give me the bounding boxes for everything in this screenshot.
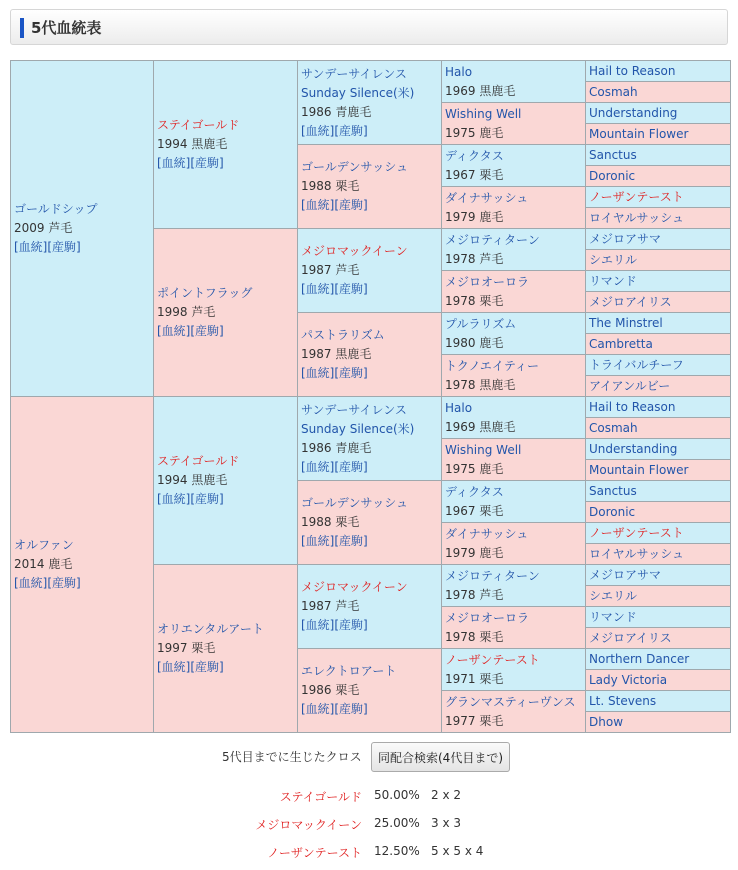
pedigree-cell-g5 xyxy=(586,355,731,376)
horse-name-link[interactable]: Lady Victoria xyxy=(589,672,668,687)
horse-name-link[interactable]: グランマスティーヴンス xyxy=(445,694,576,709)
cross-percentage: 50.00% xyxy=(374,788,420,802)
horse-birth-year-coat: 1975 鹿毛 xyxy=(445,125,504,140)
pedigree-progeny-links[interactable]: [血統][産駒] xyxy=(301,618,368,632)
pedigree-cell-g1 xyxy=(11,61,154,397)
pedigree-cell-g5 xyxy=(586,397,731,418)
pedigree-cell-g4 xyxy=(442,145,586,187)
pedigree-cell-g4 xyxy=(442,61,586,103)
horse-birth-year-coat: 1977 栗毛 xyxy=(445,713,504,728)
horse-name-link[interactable]: リマンド xyxy=(589,273,637,288)
pedigree-cell-g5 xyxy=(586,628,731,649)
horse-birth-year-coat: 1987 黒鹿毛 xyxy=(301,347,372,361)
horse-birth-year-coat: 1975 鹿毛 xyxy=(445,461,504,476)
horse-name-link[interactable]: Sanctus xyxy=(589,147,637,162)
horse-name-link[interactable]: アイアンルビー xyxy=(589,378,671,393)
horse-birth-year-coat: 1988 栗毛 xyxy=(301,515,360,529)
pedigree-progeny-links[interactable]: [血統][産駒] xyxy=(301,459,368,474)
horse-birth-year-coat: 1969 黒鹿毛 xyxy=(445,419,516,434)
cross-generation: 2 x 2 xyxy=(431,788,461,802)
horse-name-link[interactable]: メジロアイリス xyxy=(589,630,672,645)
horse-birth-year-coat: 1980 鹿毛 xyxy=(445,335,504,350)
horse-birth-year-coat: 1994 黒鹿毛 xyxy=(157,137,228,151)
horse-name-link[interactable]: ロイヤルサッシュ xyxy=(589,546,685,561)
pedigree-cell-g5 xyxy=(586,229,731,250)
pedigree-row xyxy=(11,61,731,82)
pedigree-cell-g5 xyxy=(586,523,731,544)
pedigree-cell-g4 xyxy=(442,271,586,313)
horse-name-link[interactable]: シエリル xyxy=(589,252,638,267)
horse-name-link[interactable]: Halo xyxy=(445,64,473,79)
horse-birth-year-coat: 1978 栗毛 xyxy=(445,629,504,644)
pedigree-cell-g4 xyxy=(442,565,586,607)
cross-label: 5代目までに生じたクロス xyxy=(222,750,362,764)
horse-name-link[interactable]: メジロアサマ xyxy=(589,567,662,582)
pedigree-progeny-links[interactable]: [血統][産駒] xyxy=(157,492,224,506)
horse-birth-year-coat: 1979 鹿毛 xyxy=(445,209,504,224)
pedigree-cell-g5 xyxy=(586,124,731,145)
horse-name-link[interactable]: メジロオーロラ xyxy=(445,610,530,625)
horse-name-link[interactable]: メジロオーロラ xyxy=(445,274,530,289)
pedigree-cell-g4 xyxy=(442,355,586,397)
cross-horse-name-link[interactable]: メジロマックイーン xyxy=(255,818,362,832)
horse-birth-year-coat: 1986 青鹿毛 xyxy=(301,440,372,455)
pedigree-row xyxy=(11,397,731,418)
pedigree-cell-g5 xyxy=(586,82,731,103)
horse-name-link[interactable]: Cosmah xyxy=(589,420,638,435)
pedigree-cell-g5 xyxy=(586,691,731,712)
pedigree-cell-g5 xyxy=(586,439,731,460)
same-cross-search-button[interactable]: 同配合検索(4代目まで) xyxy=(371,742,510,772)
horse-english-name-link[interactable]: Sunday Silence(米) xyxy=(301,421,415,436)
horse-name-link[interactable]: Hail to Reason xyxy=(589,399,676,414)
horse-name-link[interactable]: ディクタス xyxy=(445,148,504,163)
pedigree-cell-g5 xyxy=(586,670,731,691)
horse-name-link[interactable]: シエリル xyxy=(589,588,638,603)
horse-name-link[interactable]: ノーザンテースト xyxy=(445,652,540,667)
pedigree-cell-g3 xyxy=(298,313,442,397)
horse-name-link[interactable]: ステイゴールド xyxy=(157,454,240,468)
horse-birth-year-coat: 1987 芦毛 xyxy=(301,263,360,277)
horse-name-link[interactable]: ダイナサッシュ xyxy=(445,190,529,205)
pedigree-cell-g5 xyxy=(586,208,731,229)
horse-english-name-link[interactable]: Sunday Silence(米) xyxy=(301,85,415,100)
horse-birth-year-coat: 1969 黒鹿毛 xyxy=(445,83,516,98)
horse-name-link[interactable]: ディクタス xyxy=(445,484,504,499)
pedigree-cell-g5 xyxy=(586,418,731,439)
cross-percentage: 25.00% xyxy=(374,816,420,830)
horse-birth-year-coat: 1987 芦毛 xyxy=(301,599,360,613)
section-title: 5代血統表 xyxy=(31,19,102,37)
pedigree-cell-g3 xyxy=(298,649,442,733)
horse-name-link[interactable]: メジロマックイーン xyxy=(301,244,408,258)
horse-birth-year-coat: 1978 黒鹿毛 xyxy=(445,377,516,392)
cross-percentage: 12.50% xyxy=(374,844,420,858)
horse-name-link[interactable]: リマンド xyxy=(589,609,637,624)
pedigree-progeny-links[interactable]: [血統][産駒] xyxy=(14,576,81,590)
pedigree-cell-g5 xyxy=(586,376,731,397)
horse-birth-year-coat: 1971 栗毛 xyxy=(445,671,504,686)
pedigree-cell-g2 xyxy=(154,229,298,397)
pedigree-cell-g4 xyxy=(442,103,586,145)
horse-birth-year-coat: 1986 栗毛 xyxy=(301,683,360,697)
pedigree-cell-g5 xyxy=(586,103,731,124)
horse-birth-year-coat: 1994 黒鹿毛 xyxy=(157,473,228,487)
pedigree-cell-g5 xyxy=(586,187,731,208)
horse-name-link[interactable]: Cosmah xyxy=(589,84,638,99)
pedigree-cell-g4 xyxy=(442,313,586,355)
horse-name-link[interactable]: ポイントフラッグ xyxy=(157,286,253,300)
pedigree-cell-g5 xyxy=(586,460,731,481)
pedigree-cell-g5 xyxy=(586,649,731,670)
pedigree-cell-g3 xyxy=(298,61,442,145)
horse-birth-year-coat: 1986 青鹿毛 xyxy=(301,104,372,119)
horse-name-link[interactable]: メジロティターン xyxy=(445,232,540,247)
pedigree-progeny-links[interactable]: [血統][産駒] xyxy=(157,660,224,674)
pedigree-cell-g5 xyxy=(586,313,731,334)
horse-name-link[interactable]: サンデーサイレンス xyxy=(301,66,407,81)
pedigree-cell-g4 xyxy=(442,691,586,733)
pedigree-cell-g2 xyxy=(154,61,298,229)
header-accent-bar xyxy=(20,18,24,38)
pedigree-cell-g5 xyxy=(586,565,731,586)
horse-name-link[interactable]: Dhow xyxy=(589,714,624,729)
pedigree-cell-g4 xyxy=(442,481,586,523)
pedigree-cell-g4 xyxy=(442,397,586,439)
pedigree-cell-g5 xyxy=(586,292,731,313)
pedigree-cell-g5 xyxy=(586,334,731,355)
horse-name-link[interactable]: Halo xyxy=(445,400,473,415)
pedigree-cell-g3 xyxy=(298,397,442,481)
cross-item xyxy=(0,842,738,870)
horse-name-link[interactable]: The Minstrel xyxy=(589,315,663,330)
horse-name-link[interactable]: メジロアイリス xyxy=(589,294,672,309)
cross-toolbar xyxy=(0,742,738,774)
horse-name-link[interactable]: ノーザンテースト xyxy=(589,525,684,540)
pedigree-progeny-links[interactable]: [血統][産駒] xyxy=(301,366,368,380)
horse-birth-year-coat: 1988 栗毛 xyxy=(301,179,360,193)
horse-name-link[interactable]: Doronic xyxy=(589,168,636,183)
pedigree-cell-g5 xyxy=(586,712,731,733)
pedigree-cell-g5 xyxy=(586,250,731,271)
pedigree-cell-g3 xyxy=(298,565,442,649)
horse-name-link[interactable]: Mountain Flower xyxy=(589,462,689,477)
pedigree-cell-g4 xyxy=(442,439,586,481)
horse-name-link[interactable]: トクノエイティー xyxy=(445,358,539,373)
pedigree-table xyxy=(10,60,731,733)
horse-name-link[interactable]: Sanctus xyxy=(589,483,637,498)
horse-birth-year-coat: 1978 栗毛 xyxy=(445,293,504,308)
pedigree-cell-g4 xyxy=(442,229,586,271)
horse-name-link[interactable]: Cambretta xyxy=(589,336,653,351)
pedigree-progeny-links[interactable]: [血統][産駒] xyxy=(301,198,368,212)
horse-birth-year-coat: 1967 栗毛 xyxy=(445,503,504,518)
pedigree-cell-g4 xyxy=(442,607,586,649)
horse-name-link[interactable]: Hail to Reason xyxy=(589,63,676,78)
pedigree-cell-g5 xyxy=(586,502,731,523)
horse-name-link[interactable]: メジロティターン xyxy=(445,568,540,583)
horse-name-link[interactable]: ゴールデンサッシュ xyxy=(301,496,409,510)
pedigree-cell-g4 xyxy=(442,649,586,691)
pedigree-cell-g1 xyxy=(11,397,154,733)
cross-generation: 5 x 5 x 4 xyxy=(431,844,484,858)
section-header xyxy=(10,9,728,45)
horse-name-link[interactable]: Doronic xyxy=(589,504,636,519)
pedigree-progeny-links[interactable]: [血統][産駒] xyxy=(157,324,224,338)
horse-name-link[interactable]: ダイナサッシュ xyxy=(445,526,529,541)
horse-name-link[interactable]: オリエンタルアート xyxy=(157,622,264,636)
pedigree-progeny-links[interactable]: [血統][産駒] xyxy=(14,240,81,254)
pedigree-cell-g5 xyxy=(586,481,731,502)
horse-birth-year-coat: 1979 鹿毛 xyxy=(445,545,504,560)
horse-name-link[interactable]: ゴールデンサッシュ xyxy=(301,160,409,174)
pedigree-cell-g3 xyxy=(298,481,442,565)
horse-name-link[interactable]: オルファン xyxy=(14,538,74,552)
cross-generation: 3 x 3 xyxy=(431,816,461,830)
horse-name-link[interactable]: Wishing Well xyxy=(445,442,522,457)
pedigree-cell-g3 xyxy=(298,145,442,229)
horse-name-link[interactable]: メジロマックイーン xyxy=(301,580,408,594)
horse-birth-year-coat: 1967 栗毛 xyxy=(445,167,504,182)
pedigree-cell-g4 xyxy=(442,523,586,565)
pedigree-progeny-links[interactable]: [血統][産駒] xyxy=(301,123,368,138)
horse-birth-year-coat: 2009 芦毛 xyxy=(14,221,73,235)
pedigree-cell-g2 xyxy=(154,565,298,733)
cross-horse-name-link[interactable]: ノーザンテースト xyxy=(267,846,362,860)
horse-name-link[interactable]: エレクトロアート xyxy=(301,664,397,678)
horse-name-link[interactable]: Lt. Stevens xyxy=(589,693,657,708)
horse-name-link[interactable]: Mountain Flower xyxy=(589,126,689,141)
horse-name-link[interactable]: プルラリズム xyxy=(445,316,517,331)
pedigree-cell-g5 xyxy=(586,544,731,565)
horse-name-link[interactable]: サンデーサイレンス xyxy=(301,402,407,417)
pedigree-cell-g2 xyxy=(154,397,298,565)
horse-birth-year-coat: 1978 芦毛 xyxy=(445,251,504,266)
horse-birth-year-coat: 1997 栗毛 xyxy=(157,641,216,655)
pedigree-progeny-links[interactable]: [血統][産駒] xyxy=(301,702,368,716)
horse-birth-year-coat: 2014 鹿毛 xyxy=(14,557,73,571)
horse-birth-year-coat: 1998 芦毛 xyxy=(157,305,216,319)
horse-name-link[interactable]: パストラリズム xyxy=(301,328,385,342)
horse-name-link[interactable]: Understanding xyxy=(589,105,678,120)
pedigree-cell-g5 xyxy=(586,61,731,82)
pedigree-cell-g5 xyxy=(586,271,731,292)
cross-item xyxy=(0,786,738,814)
horse-name-link[interactable]: Understanding xyxy=(589,441,678,456)
pedigree-cell-g5 xyxy=(586,586,731,607)
pedigree-cell-g3 xyxy=(298,229,442,313)
pedigree-cell-g5 xyxy=(586,145,731,166)
pedigree-progeny-links[interactable]: [血統][産駒] xyxy=(301,534,368,548)
horse-name-link[interactable]: メジロアサマ xyxy=(589,231,662,246)
pedigree-cell-g5 xyxy=(586,607,731,628)
cross-horse-name-link[interactable]: ステイゴールド xyxy=(279,790,362,804)
horse-name-link[interactable]: ゴールドシップ xyxy=(14,202,98,216)
pedigree-progeny-links[interactable]: [血統][産駒] xyxy=(301,282,368,296)
horse-name-link[interactable]: ノーザンテースト xyxy=(589,189,684,204)
pedigree-cell-g5 xyxy=(586,166,731,187)
pedigree-cell-g4 xyxy=(442,187,586,229)
cross-list xyxy=(0,786,738,870)
horse-name-link[interactable]: Northern Dancer xyxy=(589,651,690,666)
horse-birth-year-coat: 1978 芦毛 xyxy=(445,587,504,602)
horse-name-link[interactable]: ステイゴールド xyxy=(157,118,240,132)
pedigree-progeny-links[interactable]: [血統][産駒] xyxy=(157,156,224,170)
cross-item xyxy=(0,814,738,842)
horse-name-link[interactable]: Wishing Well xyxy=(445,106,522,121)
horse-name-link[interactable]: ロイヤルサッシュ xyxy=(589,210,685,225)
horse-name-link[interactable]: トライバルチーフ xyxy=(589,357,684,372)
